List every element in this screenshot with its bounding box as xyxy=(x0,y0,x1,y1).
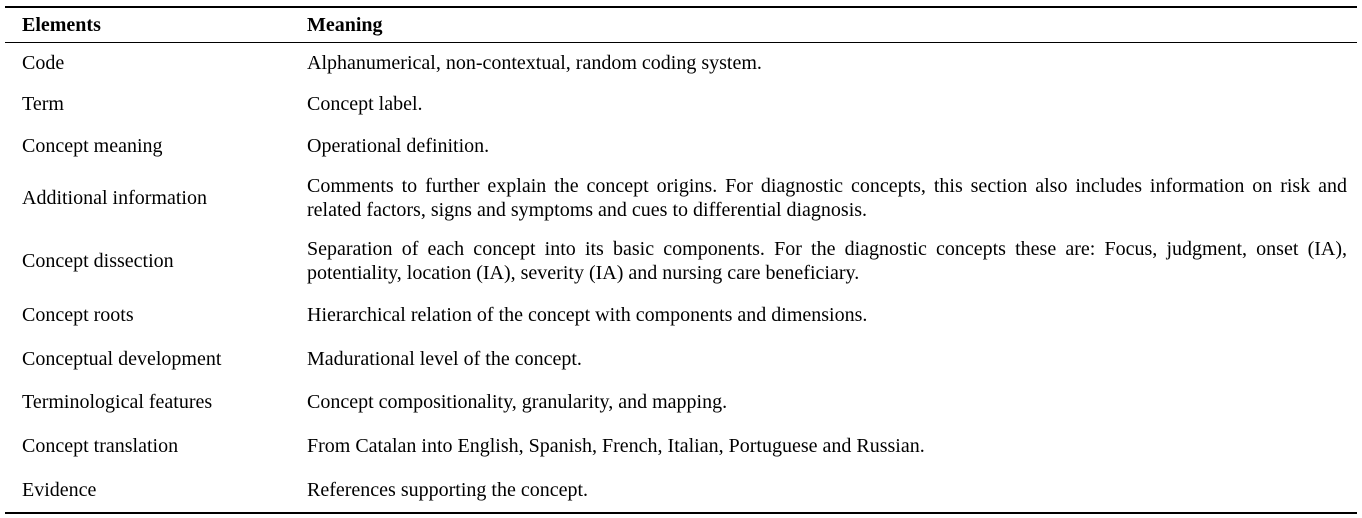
meaning-cell: From Catalan into English, Spanish, French, Italian, Portuguese and Russian. xyxy=(307,434,925,457)
table-row xyxy=(5,125,1357,167)
element-cell: Concept meaning xyxy=(22,134,163,157)
element-cell: Terminological features xyxy=(22,391,213,413)
header-meaning: Meaning xyxy=(307,14,383,36)
meaning-cell: Concept compositionality, granularity, and mapping. xyxy=(307,391,728,413)
table-row xyxy=(5,337,1357,381)
table-body xyxy=(5,43,1357,513)
element-cell: Evidence xyxy=(22,478,97,501)
table-row xyxy=(5,83,1357,125)
meaning-cell: Separation of each concept into its basic components. For the diagnostic concepts these are: Focus, judgment, onset (IA), potentiality, location (IA), severity (IA) and nursing care beneficiary. xyxy=(307,237,1347,284)
elements-meaning-table xyxy=(5,6,1357,514)
table-row xyxy=(5,468,1357,513)
meaning-cell: Madurational level of the concept. xyxy=(307,347,582,370)
table-row xyxy=(5,43,1357,83)
header-elements: Elements xyxy=(22,14,101,36)
element-cell: Term xyxy=(22,92,64,115)
element-cell: Additional information xyxy=(22,186,207,209)
meaning-cell: Concept label. xyxy=(307,92,423,115)
element-cell: Concept dissection xyxy=(22,249,174,272)
elements-table-container xyxy=(5,6,1357,514)
table-row xyxy=(5,167,1357,229)
table-row xyxy=(5,424,1357,468)
meaning-cell: References supporting the concept. xyxy=(307,478,589,501)
meaning-cell: Alphanumerical, non-contextual, random coding system. xyxy=(307,51,762,74)
meaning-cell: Comments to further explain the concept origins. For diagnostic concepts, this section also includes information on risk and related factors, signs and symptoms and cues to differential diagnosis. xyxy=(307,174,1347,221)
table-header xyxy=(5,7,1357,43)
meaning-cell: Hierarchical relation of the concept with components and dimensions. xyxy=(307,303,868,326)
table-row xyxy=(5,381,1357,424)
meaning-cell: Operational definition. xyxy=(307,134,490,157)
element-cell: Conceptual development xyxy=(22,347,222,370)
header-row xyxy=(5,7,1357,43)
element-cell: Code xyxy=(22,51,65,74)
table-row xyxy=(5,293,1357,337)
element-cell: Concept roots xyxy=(22,303,134,326)
element-cell: Concept translation xyxy=(22,434,179,457)
table-row xyxy=(5,229,1357,293)
